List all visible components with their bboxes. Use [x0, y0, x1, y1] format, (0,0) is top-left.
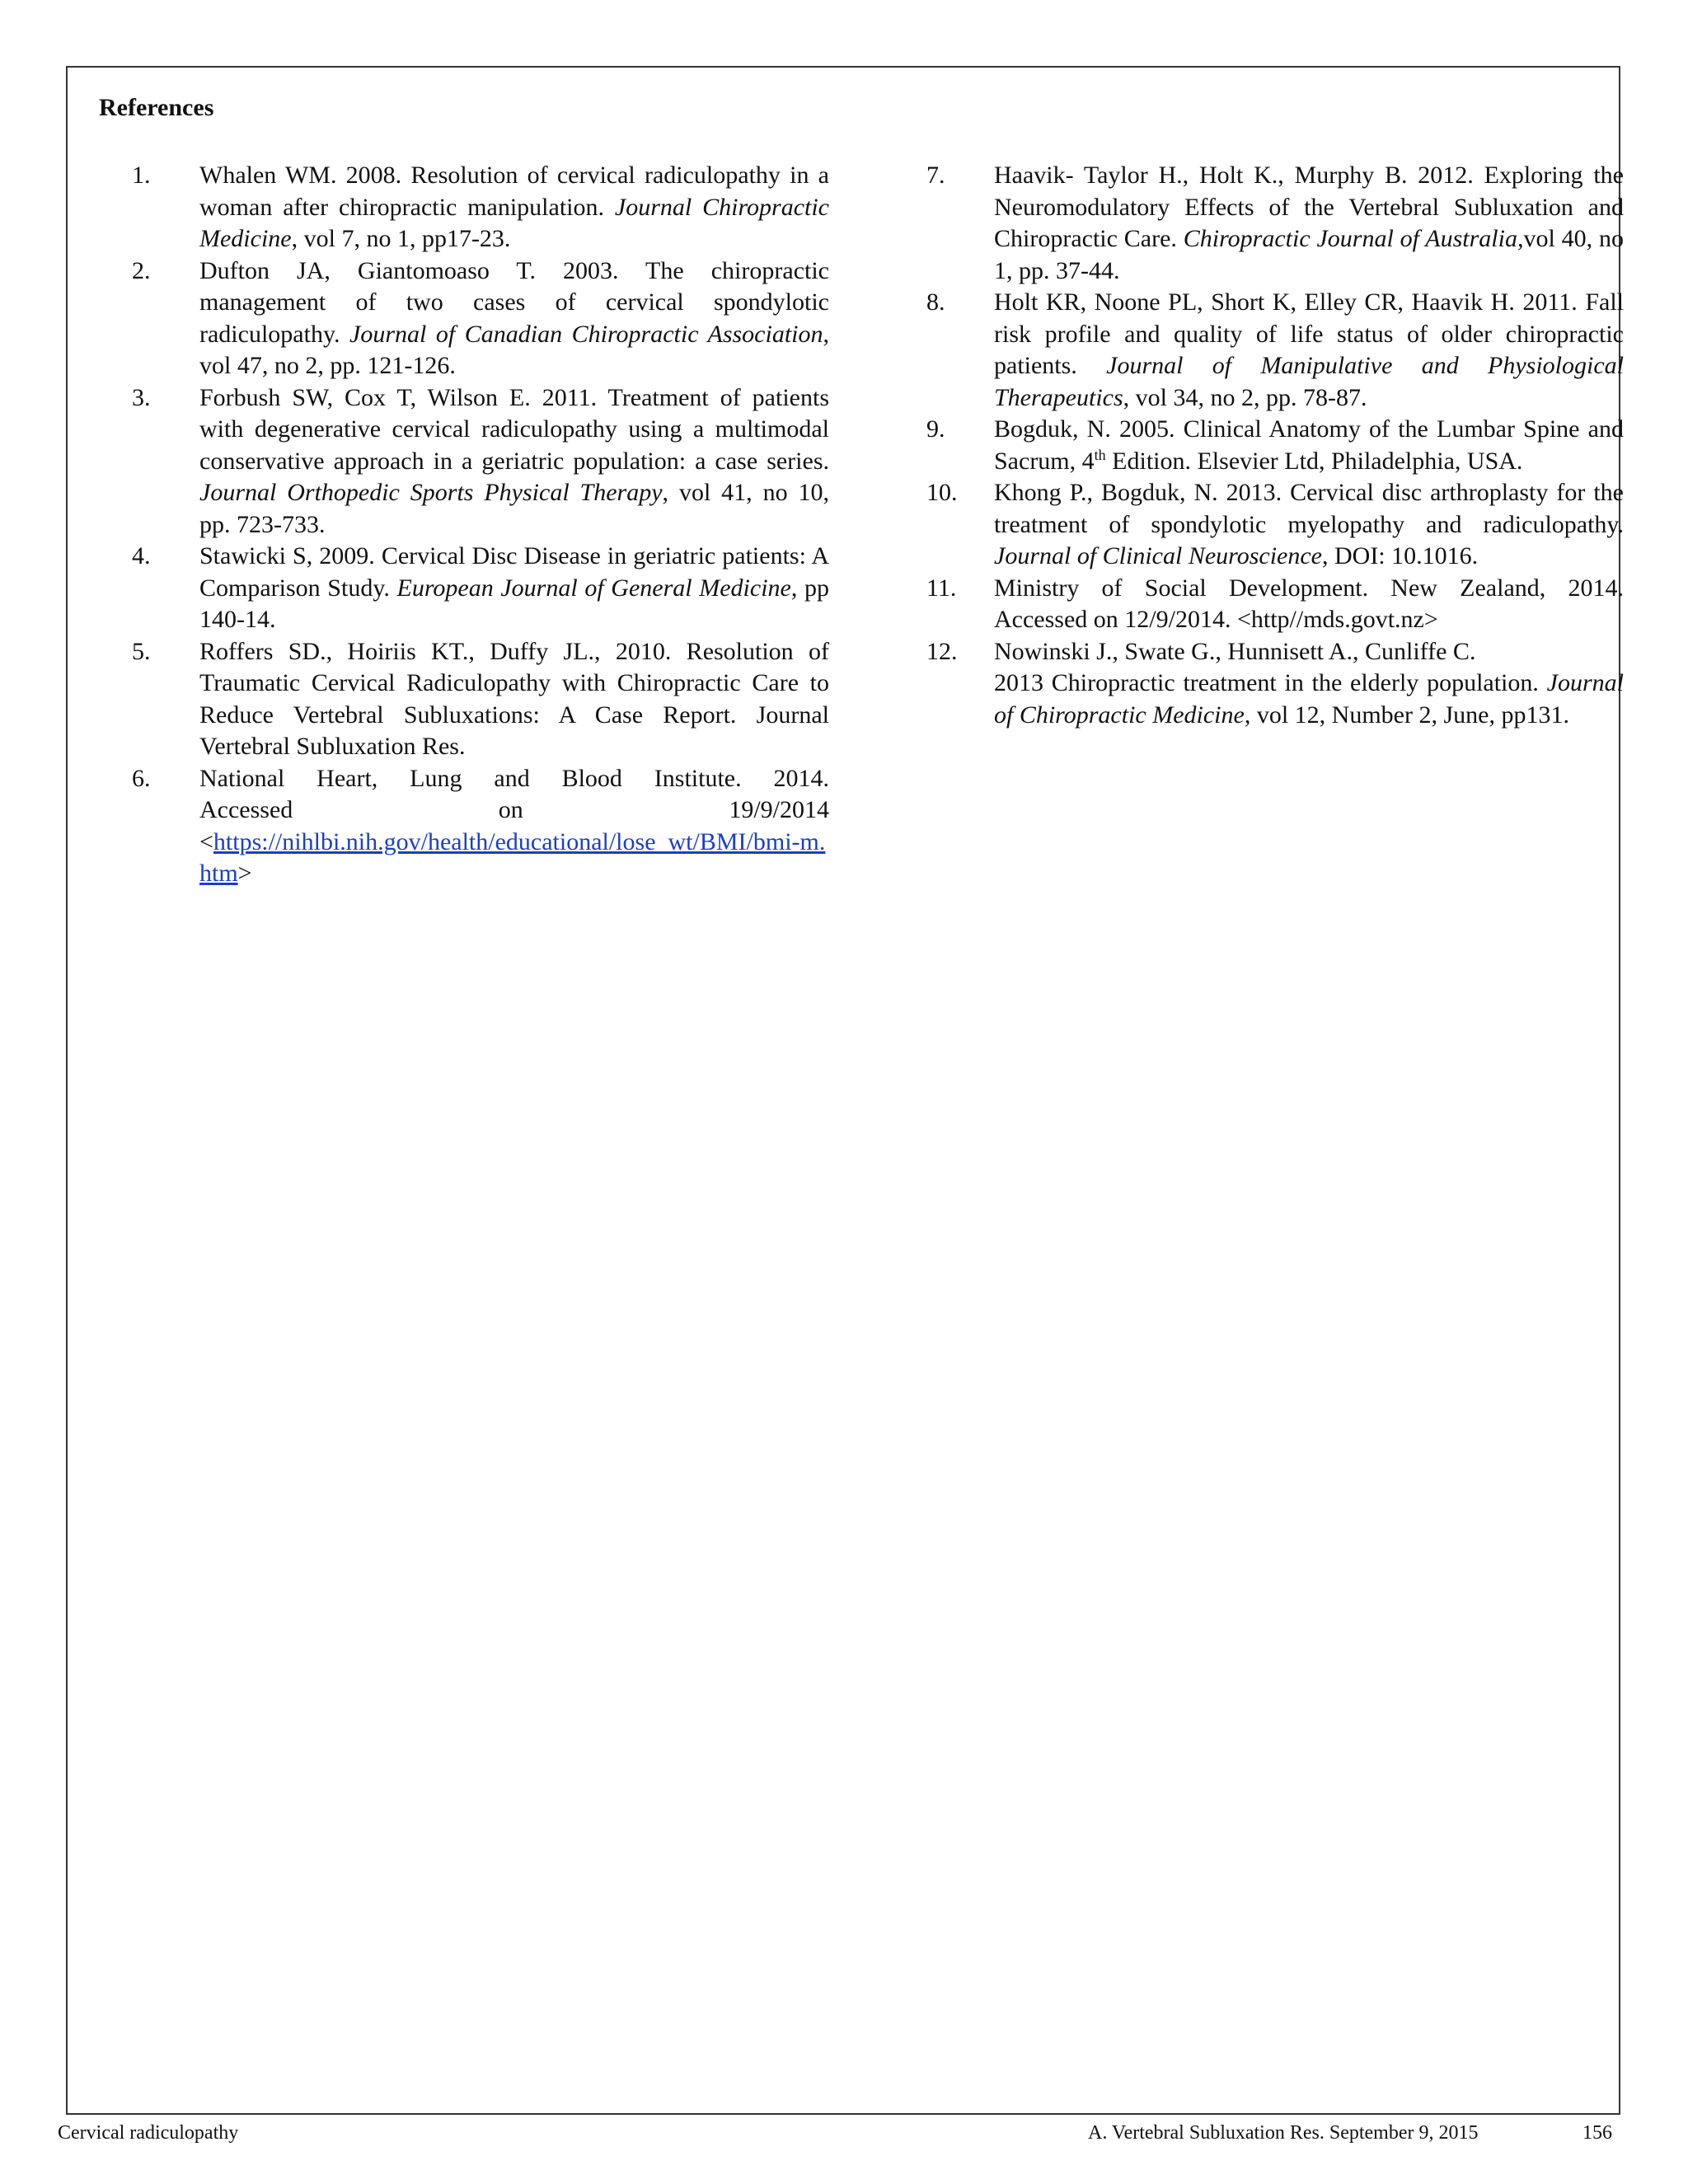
reference-text: Dufton JA, Giantomoaso T. 2003. The chiropractic management of two cases of cervical spondylotic radiculopathy.	[199, 256, 829, 348]
page-number: 156	[1582, 2122, 1612, 2144]
reference-number: 8.	[926, 288, 945, 316]
reference-item	[926, 573, 1624, 636]
references-heading: References	[99, 94, 214, 121]
reference-number: 1.	[132, 162, 151, 189]
reference-body	[994, 668, 1624, 731]
reference-journal: Journal Orthopedic Sports Physical Therapy	[199, 479, 663, 506]
reference-number: 12.	[926, 637, 958, 665]
reference-item	[926, 160, 1624, 287]
reference-item	[926, 287, 1624, 414]
url-close-bracket: >	[237, 860, 252, 887]
reference-item	[926, 477, 1624, 573]
reference-journal: Journal of Chiropractic Medicine	[994, 669, 1624, 729]
reference-text: 2013 Chiropractic treatment in the elderly population.	[994, 669, 1547, 696]
reference-journal: European Journal of General Medicine	[396, 574, 791, 602]
reference-text: Bogduk, N. 2005. Clinical Anatomy of the Lumbar Spine and Sacrum, 4	[994, 415, 1624, 475]
reference-journal: Journal Chiropractic Medicine	[199, 193, 829, 252]
reference-details: , vol 34, no 2, pp. 78-87.	[1123, 383, 1367, 411]
reference-text: National Heart, Lung and Blood Institute. 2014.	[199, 764, 829, 792]
reference-journal: Journal of Manipulative and Physiological Therapeutics	[994, 352, 1625, 411]
reference-link[interactable]: https://nihlbi.nih.gov/health/educational/lose_wt/BMI/bmi-m.htm	[199, 827, 826, 887]
reference-text: Roffers SD., Hoiriis KT., Duffy JL., 2010. Resolution of Traumatic Cervical Radiculopathy with Chiropractic Care to Reduce Vertebral Subluxations: A Case Report. Journal Vertebral Subluxation Res.	[199, 637, 829, 760]
reference-item	[926, 636, 1624, 732]
footer-running-title: Cervical radiculopathy	[58, 2122, 239, 2144]
reference-number: 9.	[926, 415, 945, 443]
reference-number: 2.	[132, 256, 151, 284]
reference-item	[132, 382, 829, 541]
reference-number: 11.	[926, 574, 957, 602]
reference-number: 10.	[926, 479, 958, 506]
reference-text: Stawicki S, 2009. Cervical Disc Disease in geriatric patients: A Comparison Study.	[199, 542, 829, 602]
reference-journal: Journal of Clinical Neuroscience	[994, 542, 1322, 569]
reference-item	[132, 636, 829, 763]
reference-details: , vol 7, no 1, pp17-23.	[291, 225, 511, 252]
reference-details: , vol 12, Number 2, June, pp131.	[1244, 701, 1569, 729]
references-column-right	[926, 160, 1624, 731]
reference-text: Whalen WM. 2008. Resolution of cervical radiculopathy in a woman after chiropractic manipulation.	[199, 162, 829, 221]
reference-journal: Chiropractic Journal of Australia,	[1183, 225, 1524, 252]
reference-text: Haavik- Taylor H., Holt K., Murphy B. 2012. Exploring the Neuromodulatory Effects of the Vertebral Subluxation and Chiropractic Care.	[994, 162, 1624, 252]
reference-item	[132, 160, 829, 255]
reference-item	[926, 414, 1624, 477]
reference-accessed: Accessed on 19/9/2014	[199, 796, 829, 823]
reference-details: , vol 41, no 10, pp. 723-733.	[199, 479, 829, 538]
reference-text: Khong P., Bogduk, N. 2013. Cervical disc arthroplasty for the treatment of spondylotic myelopathy and radiculopathy.	[994, 479, 1624, 538]
reference-item	[132, 541, 829, 636]
reference-details: Edition. Elsevier Ltd, Philadelphia, USA.	[1105, 447, 1523, 475]
reference-number: 3.	[132, 383, 151, 411]
reference-number: 6.	[132, 764, 151, 792]
reference-number: 7.	[926, 162, 945, 189]
reference-text: Forbush SW, Cox T, Wilson E. 2011. Treatment of patients with degenerative cervical radiculopathy using a multimodal conservative approach in a geriatric population: a case series.	[199, 383, 829, 475]
reference-text: Holt KR, Noone PL, Short K, Elley CR, Haavik H. 2011. Fall risk profile and quality of life status of older chiropractic patients.	[994, 288, 1624, 379]
reference-item	[132, 255, 829, 382]
reference-url-line	[199, 827, 829, 890]
reference-number: 4.	[132, 542, 151, 569]
reference-details: , DOI: 10.1016.	[1321, 542, 1479, 569]
url-open-bracket: <	[199, 827, 213, 855]
reference-journal: Journal of Canadian Chiropractic Association	[349, 320, 823, 348]
reference-item	[132, 763, 829, 890]
reference-details: vol 40, no 1, pp. 37-44.	[994, 225, 1625, 284]
reference-text: Ministry of Social Development. New Zealand, 2014. Accessed on 12/9/2014. <http//mds.govt.nz>	[994, 574, 1624, 633]
reference-details: , vol 47, no 2, pp. 121-126.	[199, 320, 829, 379]
superscript: th	[1094, 446, 1106, 463]
reference-details: , pp 140-14.	[199, 574, 829, 633]
reference-number: 5.	[132, 637, 151, 665]
footer-journal-info: A. Vertebral Subluxation Res. September 9, 2015	[1088, 2122, 1479, 2144]
reference-text: Nowinski J., Swate G., Hunnisett A., Cunliffe C.	[994, 637, 1476, 665]
references-column-left	[132, 160, 829, 890]
